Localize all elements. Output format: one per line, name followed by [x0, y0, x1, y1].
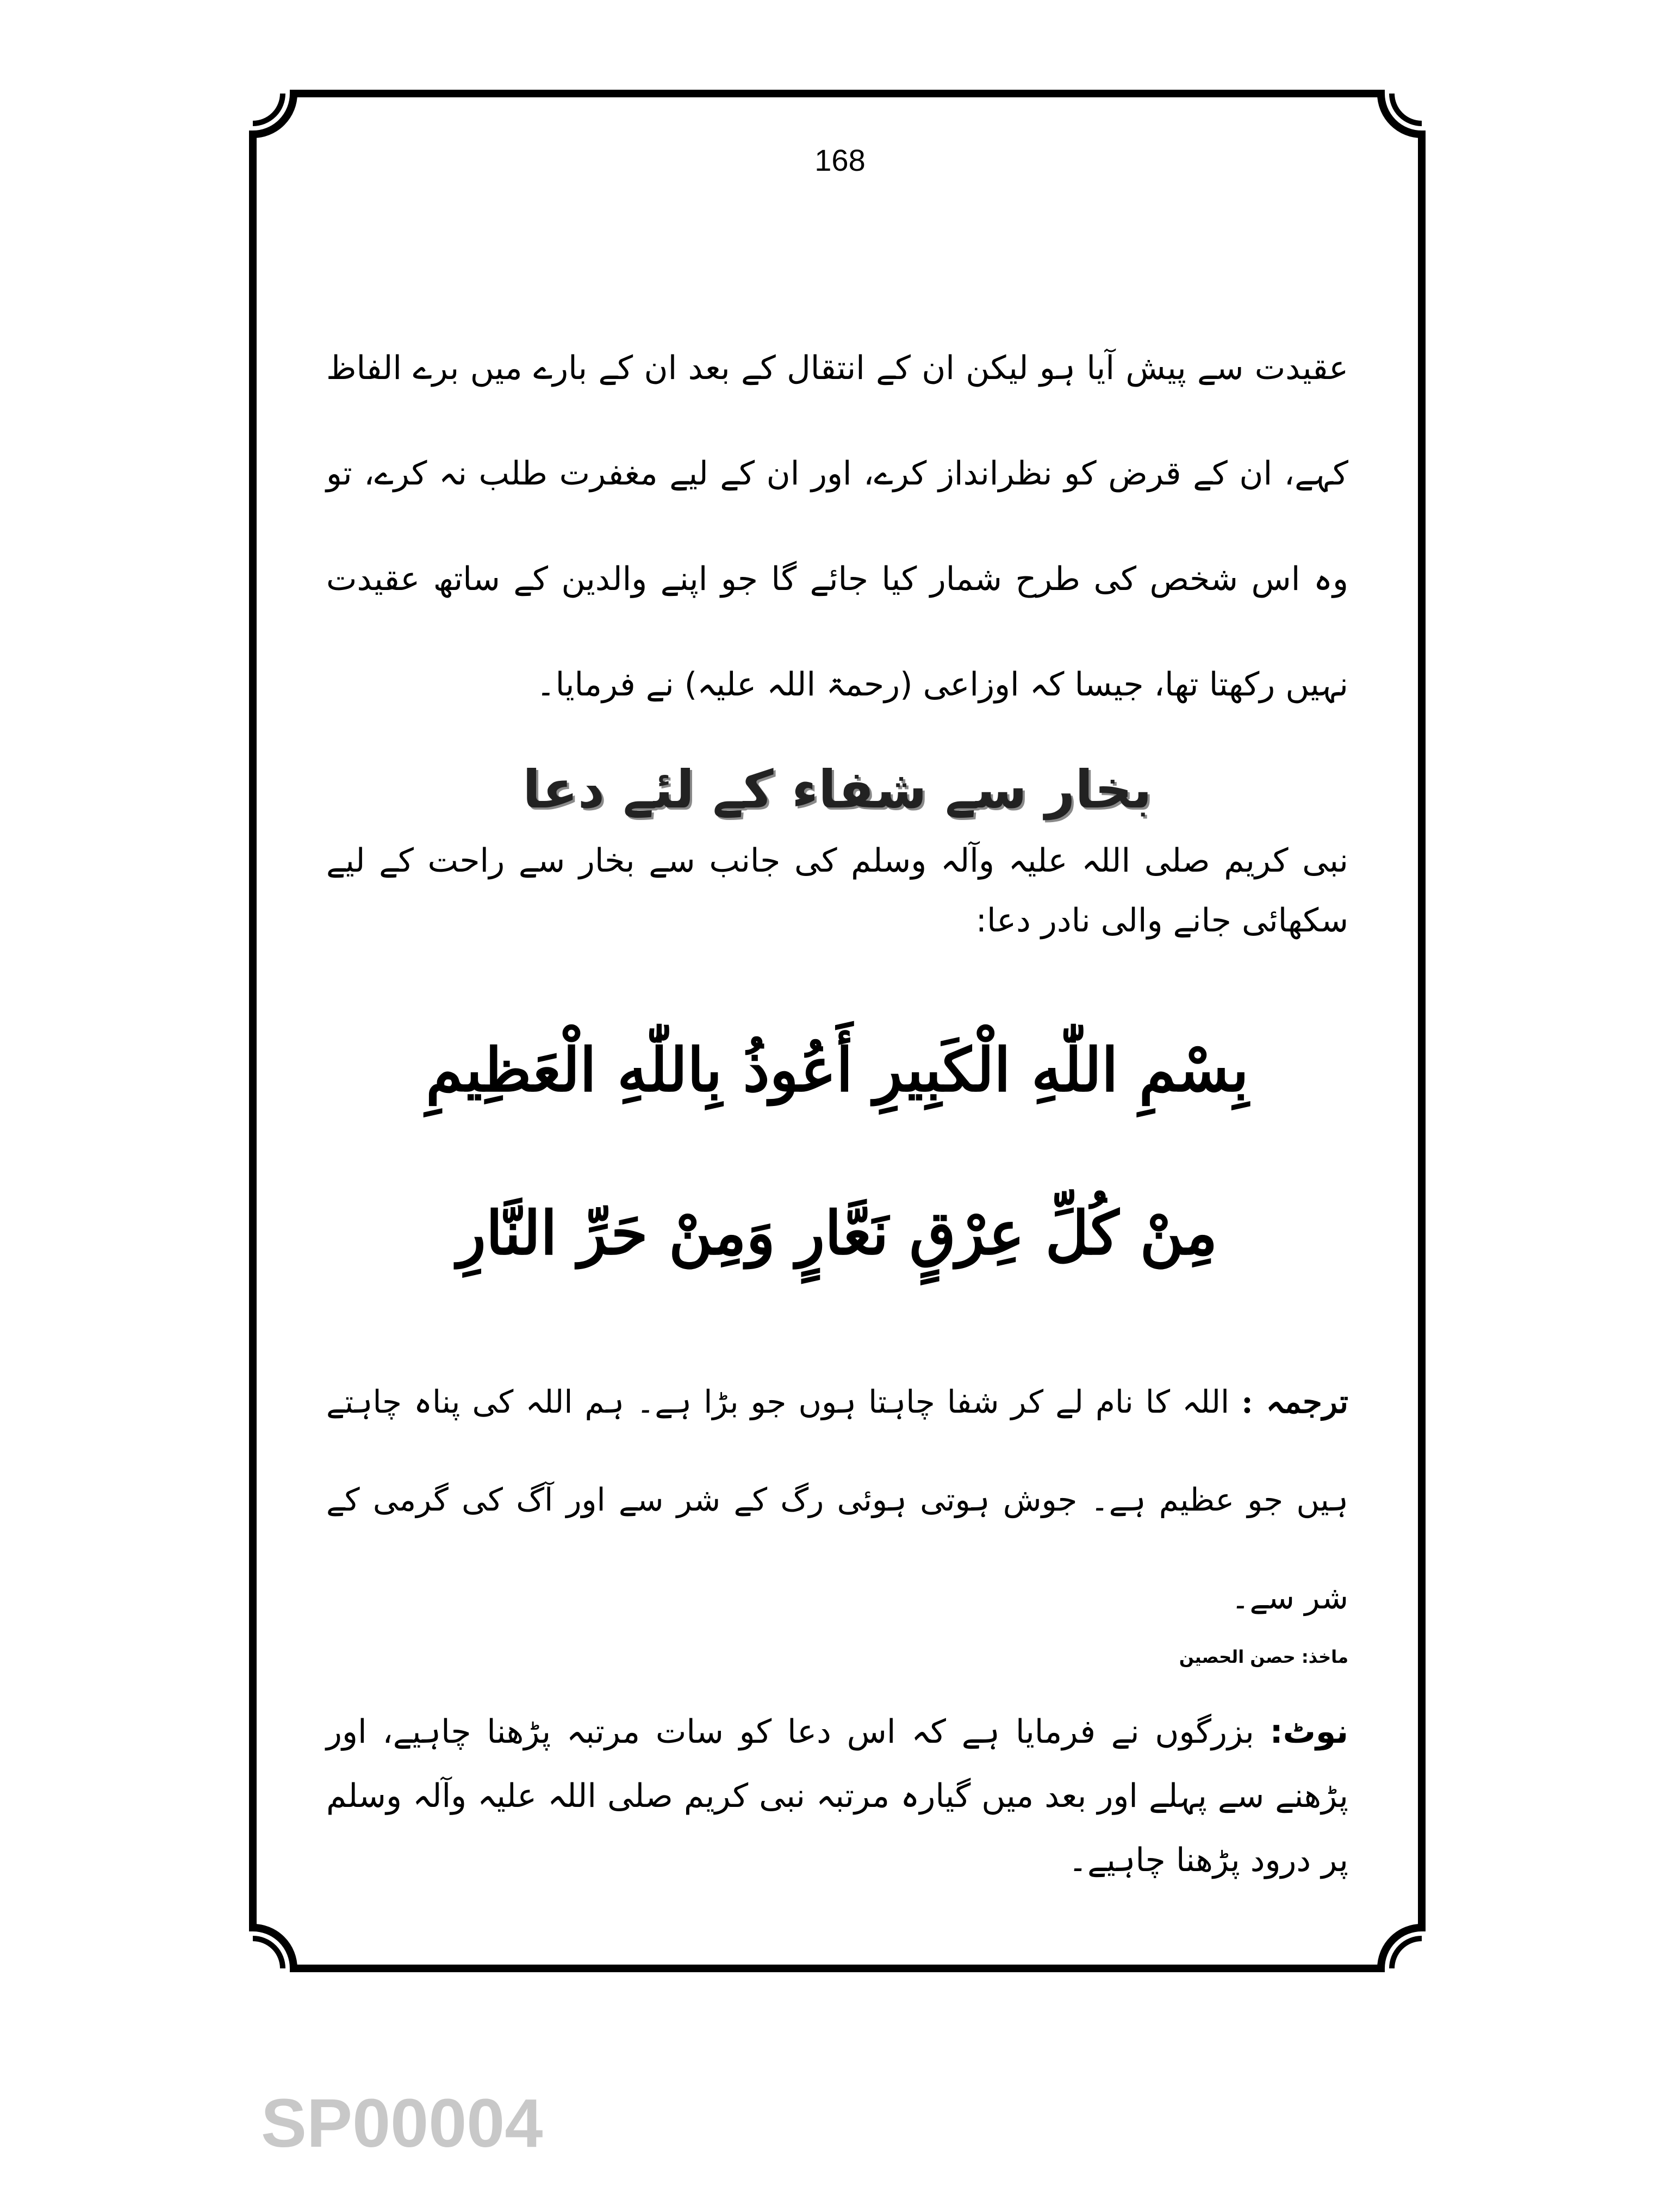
opening-paragraph: عقیدت سے پیش آیا ہو لیکن ان کے انتقال کے بعد ان کے بارے میں برے الفاظ کہے، ان کے قرض کو نظرانداز کرے، اور ان کے لیے مغفرت طلب نہ کرے، تو وہ اس شخص کی طرح شمار کیا جائے گا جو اپنے والدین کے ساتھ عقیدت نہیں رکھتا تھا، جیسا کہ اوزاعی (رحمۃ اللہ علیہ) نے فرمایا۔	[326, 349, 1348, 704]
page-content	[326, 315, 1348, 1892]
translation-text: اللہ کا نام لے کر شفا چاہتا ہوں جو بڑا ہے۔ ہم اللہ کی پناہ چاہتے ہیں جو عظیم ہے۔ جوش ہوتی ہوئی رگ کے شر سے اور آگ کی گرمی کے شر سے۔	[326, 1383, 1348, 1616]
page-number: 168	[814, 143, 866, 177]
dua-line-2: مِنْ كُلِّ عِرْقٍ نَعَّارٍ وَمِنْ حَرِّ النَّارِ	[457, 1198, 1218, 1268]
translation-label: ترجمہ :	[1241, 1383, 1348, 1420]
note-paragraph	[326, 1700, 1348, 1892]
document-id-watermark: SP00004	[261, 2085, 543, 2161]
note-text: بزرگوں نے فرمایا ہے کہ اس دعا کو سات مرتبہ پڑھنا چاہیے، اور پڑھنے سے پہلے اور بعد میں گیارہ مرتبہ نبی کریم صلی اللہ علیہ وآلہ وسلم پر درود پڑھنا چاہیے۔	[326, 1713, 1348, 1879]
intro-paragraph: نبی کریم صلی اللہ علیہ وآلہ وسلم کی جانب سے بخار سے راحت کے لیے سکھائی جانے والی نادر دعا:	[326, 842, 1348, 940]
section-heading: بخار سے شفاء کے لئے دعا	[522, 759, 1152, 820]
dua-line-1: بِسْمِ اللّٰهِ الْكَبِيرِ أَعُوذُ بِاللّٰهِ الْعَظِيمِ	[426, 1035, 1249, 1105]
source-reference: ماخذ: حصن الحصین	[1179, 1646, 1348, 1667]
note-label: نوٹ:	[1270, 1713, 1349, 1751]
translation-paragraph	[326, 1353, 1348, 1646]
